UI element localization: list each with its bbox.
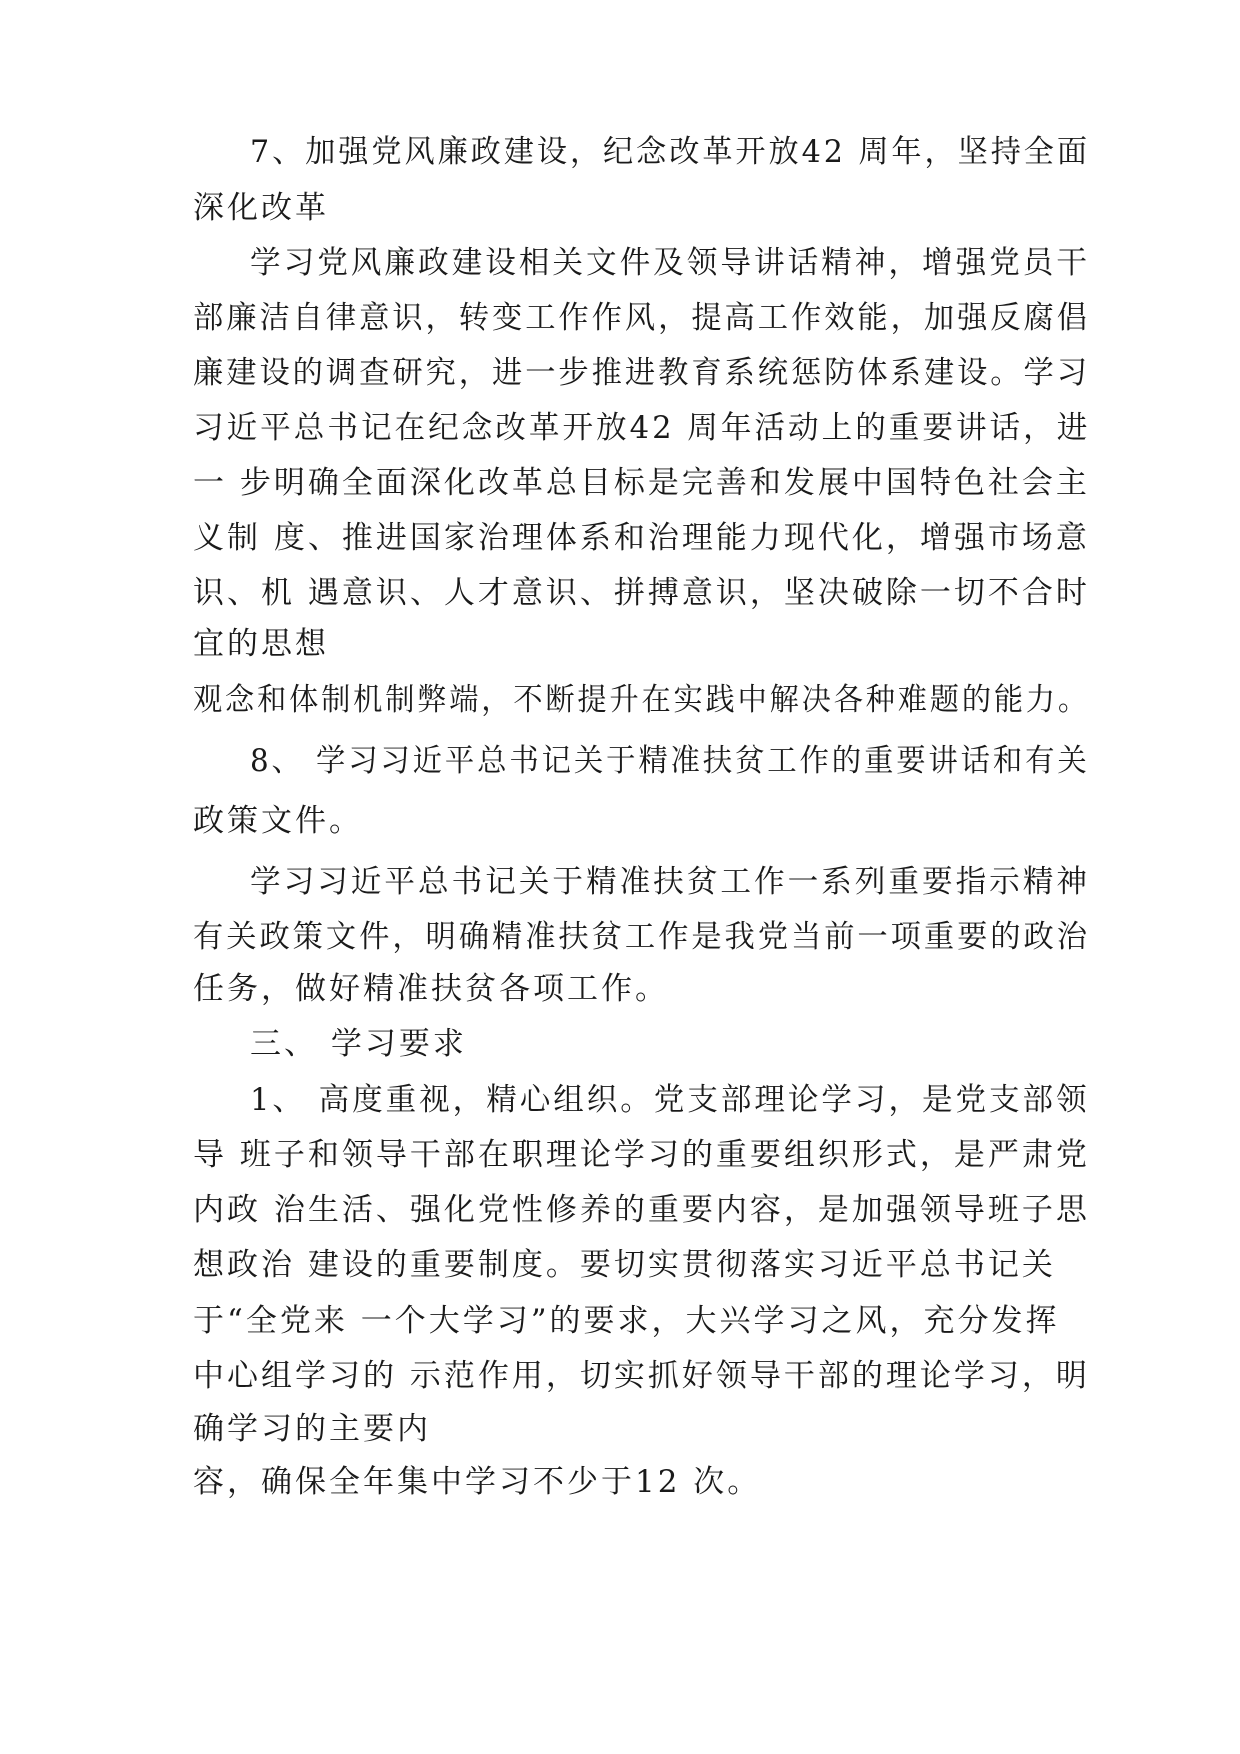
text-line: 8、 学习习近平总书记关于精准扶贫工作的重要讲话和有关 [250,743,1090,779]
text-line: 识、机 遇意识、人才意识、拼搏意识，坚决破除一切不合时 [193,575,1090,611]
text-line: 深化改革 [193,190,329,226]
section-heading: 三、 学习要求 [250,1026,467,1062]
text-line: 观念和体制机制弊端，不断提升在实践中解决各种难题的能力。 [193,682,1090,718]
text-line: 部廉洁自律意识，转变工作作风，提高工作效能，加强反腐倡 [193,300,1090,336]
text-line: 想政治 建设的重要制度。要切实贯彻落实习近平总书记关 [193,1247,1056,1283]
text-line: 政策文件。 [193,803,363,839]
text-line: 任务，做好精准扶贫各项工作。 [193,971,669,1007]
text-line: 一 步明确全面深化改革总目标是完善和发展中国特色社会主 [193,465,1090,501]
text-line: 内政 治生活、强化党性修养的重要内容，是加强领导班子思 [193,1192,1090,1228]
text-line: 宜的思想 [193,626,329,662]
text-line: 中心组学习的 示范作用，切实抓好领导干部的理论学习，明 [193,1358,1090,1394]
text-line: 7、加强党风廉政建设，纪念改革开放42 周年，坚持全面 [250,134,1090,170]
text-line: 学习习近平总书记关于精准扶贫工作一系列重要指示精神 [250,864,1090,900]
text-line: 容，确保全年集中学习不少于12 次。 [193,1464,762,1500]
text-line: 学习党风廉政建设相关文件及领导讲话精神，增强党员干 [250,245,1090,281]
text-line: 确学习的主要内 [193,1411,431,1447]
text-line: 于“全党来 一个大学习”的要求，大兴学习之风，充分发挥 [193,1303,1060,1339]
text-line: 义制 度、推进国家治理体系和治理能力现代化，增强市场意 [193,520,1090,556]
text-line: 廉建设的调查研究，进一步推进教育系统惩防体系建设。学习 [193,355,1090,391]
text-line: 习近平总书记在纪念改革开放42 周年活动上的重要讲话，进 [193,410,1091,446]
text-line: 1、 高度重视，精心组织。党支部理论学习，是党支部领 [250,1082,1090,1118]
text-line: 导 班子和领导干部在职理论学习的重要组织形式，是严肃党 [193,1137,1090,1173]
text-line: 有关政策文件，明确精准扶贫工作是我党当前一项重要的政治 [193,919,1090,955]
